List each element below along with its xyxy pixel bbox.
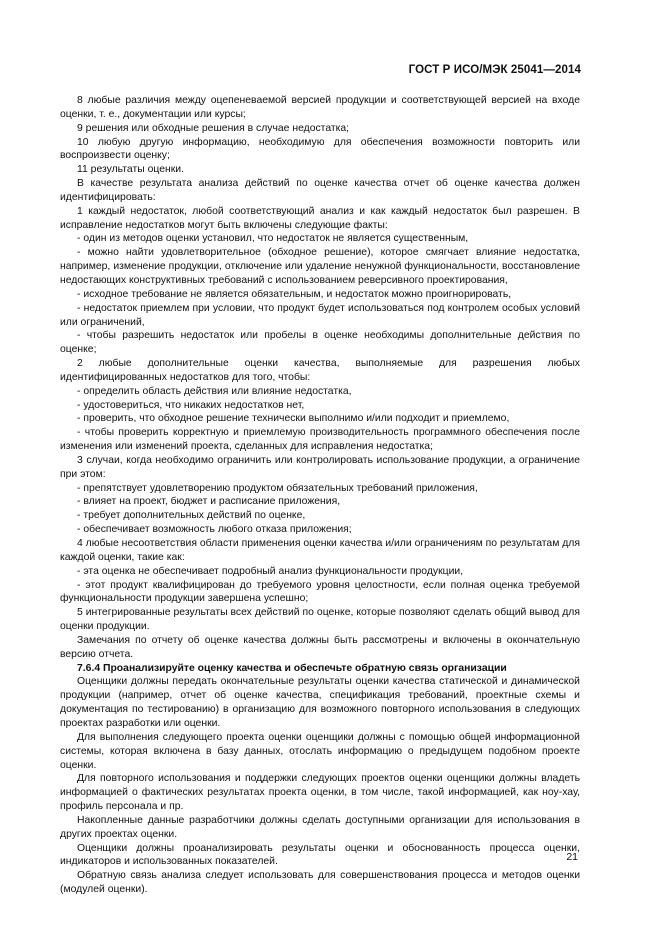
paragraph: Оценщики должны проанализировать результаты оценки и обоснованность процесса оценки, индикаторов и использованных показателей. (60, 842, 580, 868)
list-item: - обеспечивает возможность любого отказа приложения; (77, 524, 352, 536)
list-item: - чтобы проверить корректную и приемлемую производительность программного обеспечения после изменения или изменений проекта, сделанных для исправления недостатка; (60, 427, 580, 453)
list-item: - недостаток приемлем при условии, что продукт будет использоваться под контролем особых условий или ограничений, (60, 302, 580, 328)
list-item: - препятствует удовлетворению продуктом обязательных требований приложения, (77, 482, 478, 494)
paragraph: 3 случаи, когда необходимо ограничить или контролировать использование продукции, а ограничение при этом: (60, 454, 580, 480)
paragraph: 5 интегрированные результаты всех действий по оценке, которые позволяют сделать общий вывод для оценки продукции. (60, 607, 580, 633)
list-item: - влияет на проект, бюджет и расписание приложения, (77, 496, 341, 508)
paragraph: 4 любые несоответствия области применения оценки качества и/или ограничениям по результатам для каждой оценки, такие как: (60, 538, 580, 563)
paragraph: В качестве результата анализа действий по оценке качества отчет об оценке качества должен идентифицировать: (60, 178, 580, 203)
paragraph: Замечания по отчету об оценке качества должны быть рассмотрены и включены в окончательную версию отчета. (60, 634, 580, 660)
page-number: 21 (566, 851, 578, 863)
list-item: - исходное требование не является обязательным, и недостаток можно проигнорировать, (77, 288, 512, 300)
paragraph: 11 результаты оценки. (77, 164, 184, 176)
section-heading: 7.6.4 Проанализируйте оценку качества и обеспечьте обратную связь организации (77, 662, 507, 674)
list-item: - удостовериться, что никаких недостатков нет, (77, 399, 305, 411)
list-item: - этот продукт квалифицирован до требуемого уровня целостности, если полная оценка требуемой функциональности продукции завершена успешно; (60, 579, 580, 605)
list-item: - чтобы разрешить недостаток или пробелы в оценке необходимы дополнительные действия по оценке; (60, 330, 580, 356)
list-item: - определить область действия или влияние недостатка, (77, 385, 352, 397)
paragraph: Обратную связь анализа следует использовать для совершенствования процесса и методов оценки (модулей оценки). (60, 870, 580, 896)
list-item: - требует дополнительных действий по оценке, (77, 510, 306, 522)
paragraph: 8 любые различия между оцепеневаемой версией продукции и соответствующей версией на входе оценки, т. е., документации или курсы; (60, 95, 580, 120)
list-item: - можно найти удовлетворительное (обходное решение), которое смягчает влияние недостатка, например, изменение продукции, отключение или удаление ненужной функциональности, восстановление недостающих конструктивных требований с использованием реверсивного проектирования, (60, 247, 580, 286)
paragraph: 9 решения или обходные решения в случае недостатка; (77, 122, 350, 134)
document-body (60, 94, 580, 897)
standard-header: ГОСТ Р ИСО/МЭК 25041—2014 (408, 64, 581, 76)
paragraph: 10 любую другую информацию, необходимую для обеспечения возможности повторить или воспроизвести оценку; (60, 136, 580, 162)
paragraph: Для выполнения следующего проекта оценки оценщики должны с помощью общей информационной системы, которая включена в базу данных, отослать информацию о предыдущем подобном проекте оценки. (60, 731, 580, 771)
list-item: - проверить, что обходное решение технически выполнимо и/или подходит и приемлемо, (77, 413, 510, 425)
paragraph: 1 каждый недостаток, любой соответствующий анализ и как каждый недостаток был разрешен. В исправление недостатков могут быть включены следующие факты: (60, 205, 580, 231)
paragraph: Оценщики должны передать окончательные результаты оценки качества статической и динамической продукции (например, отчет об оценке качества, спецификация требований, проектные схемы и документация по тестированию) в организацию для возможного повторного использования в следующих проектах разработки или оценки. (60, 676, 580, 729)
list-item: - эта оценка не обеспечивает подробный анализ функциональности продукции, (77, 565, 464, 577)
paragraph: 2 любые дополнительные оценки качества, выполняемые для разрешения любых идентифицированных недостатков для того, чтобы: (60, 358, 580, 383)
list-item: - один из методов оценки установил, что недостаток не является существенным, (77, 233, 469, 245)
paragraph: Накопленные данные разработчики должны сделать доступными организации для использования в других проектах оценки. (60, 814, 580, 840)
paragraph: Для повторного использования и поддержки следующих проектов оценки оценщики должны владеть информацией о фактических результатах проекта оценки, в том числе, такой информацией, как ноу-хау, профиль персонала и пр. (60, 773, 580, 813)
